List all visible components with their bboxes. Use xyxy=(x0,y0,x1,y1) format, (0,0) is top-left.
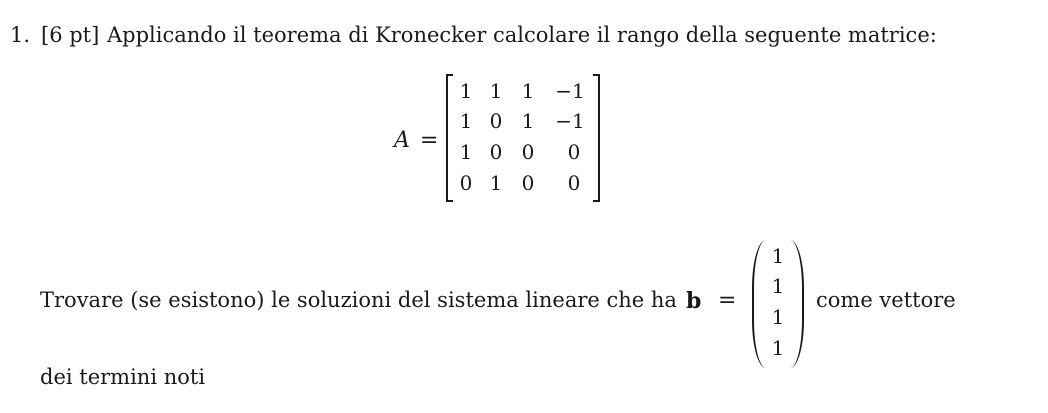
matrix-a xyxy=(446,74,600,204)
vector-cell: 1 xyxy=(771,274,785,298)
vector-cell: 1 xyxy=(771,336,785,360)
problem-points: [6 pt] xyxy=(41,23,100,47)
matrix-cell: −1 xyxy=(555,109,585,133)
problem-number: 1. xyxy=(10,23,31,47)
problem-statement: Applicando il teorema di Kronecker calcolare il rango della seguente matrice: xyxy=(107,23,937,47)
matrix-right-bracket xyxy=(593,74,600,202)
system-after-text: come vettore xyxy=(816,288,956,312)
vector-equals-sign: = xyxy=(718,288,737,313)
vector-cell: 1 xyxy=(771,244,785,268)
matrix-cell: 1 xyxy=(521,109,535,133)
matrix-cell: 1 xyxy=(521,79,535,103)
matrix-cell: 0 xyxy=(567,140,581,164)
matrix-cell: 0 xyxy=(489,140,503,164)
matrix-name: A xyxy=(394,128,410,153)
matrix-equals-sign: = xyxy=(420,128,439,153)
matrix-cell: 0 xyxy=(489,109,503,133)
system-continuation-text: dei termini noti xyxy=(40,365,206,389)
matrix-cell: 0 xyxy=(521,140,535,164)
vector-left-paren xyxy=(752,240,766,368)
vector-cell: 1 xyxy=(771,305,785,329)
matrix-cell: −1 xyxy=(555,79,585,103)
matrix-cell: 0 xyxy=(567,171,581,195)
matrix-cell: 0 xyxy=(521,171,535,195)
matrix-cell: 1 xyxy=(489,79,503,103)
matrix-cell: 0 xyxy=(459,171,473,195)
vector-right-paren xyxy=(790,240,804,368)
matrix-cell: 1 xyxy=(489,171,503,195)
matrix-cell: 1 xyxy=(459,79,473,103)
vector-b xyxy=(752,240,804,368)
matrix-cell: 1 xyxy=(459,109,473,133)
matrix-cell: 1 xyxy=(459,140,473,164)
system-intro-text: Trovare (se esistono) le soluzioni del sistema lineare che ha xyxy=(40,288,677,312)
vector-name: b xyxy=(686,288,702,314)
